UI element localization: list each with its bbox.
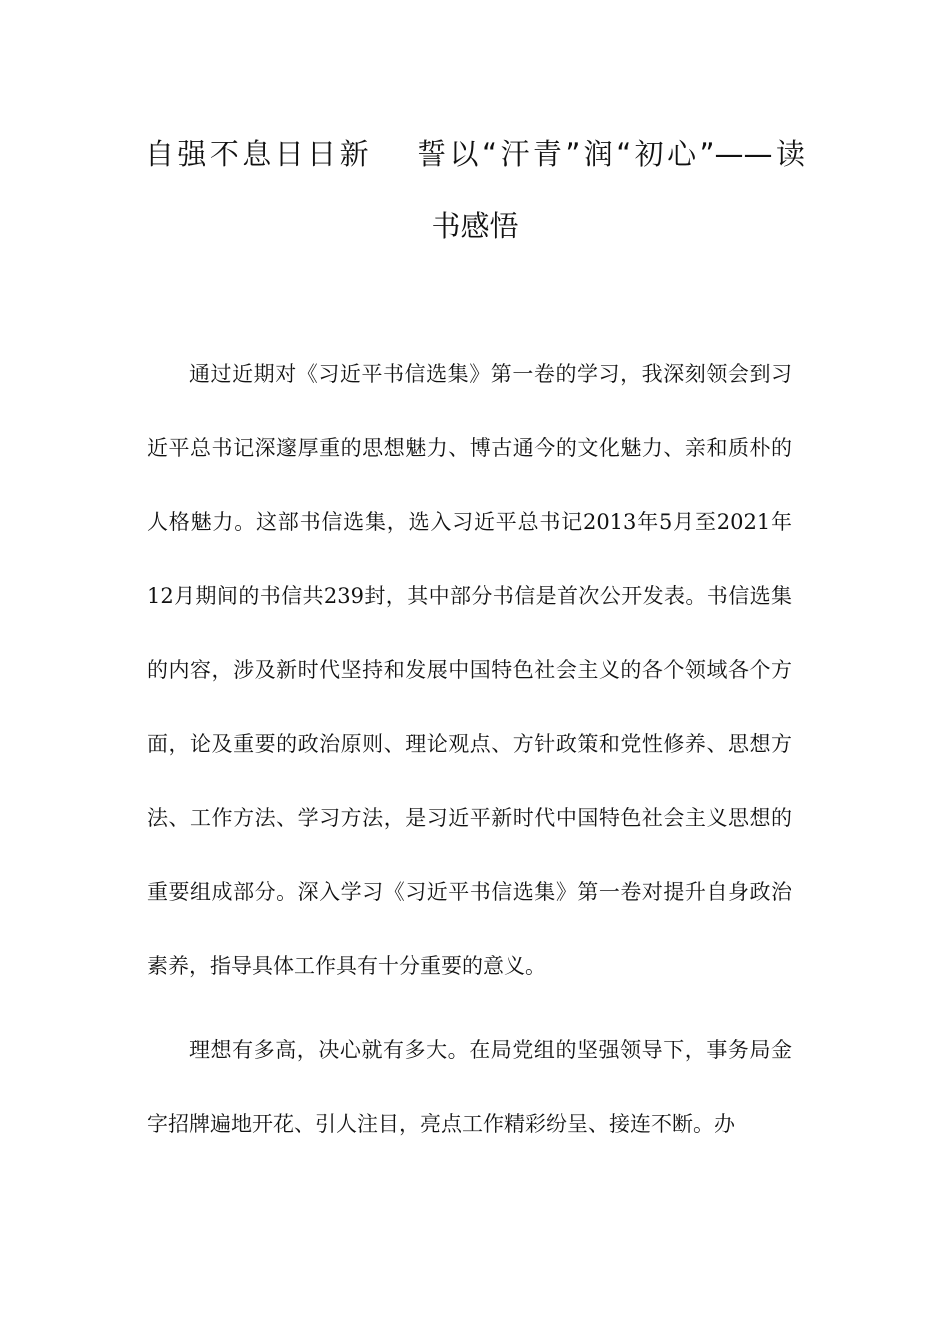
document-body: [147, 337, 792, 1161]
paragraph-1: 通过近期对《习近平书信选集》第一卷的学习，我深刻领会到习近平总书记深邃厚重的思想魅力、博古通今的文化魅力、亲和质朴的人格魅力。这部书信选集，选入习近平总书记2013年5月至2021年12月期间的书信共239封，其中部分书信是首次公开发表。书信选集的内容，涉及新时代坚持和发展中国特色社会主义的各个领域各个方面，论及重要的政治原则、理论观点、方针政策和党性修养、思想方法、工作方法、学习方法，是习近平新时代中国特色社会主义思想的重要组成部分。深入学习《习近平书信选集》第一卷对提升自身政治素养，指导具体工作具有十分重要的意义。: [147, 362, 792, 978]
paragraph-2: 理想有多高，决心就有多大。在局党组的坚强领导下，事务局金字招牌遍地开花、引人注目，亮点工作精彩纷呈、接连不断。办: [147, 1038, 792, 1136]
document-title-line1: 自强不息日日新 誓以“汗青”润“初心”——读: [145, 137, 805, 171]
document-title-line2: 书感悟: [431, 209, 519, 243]
